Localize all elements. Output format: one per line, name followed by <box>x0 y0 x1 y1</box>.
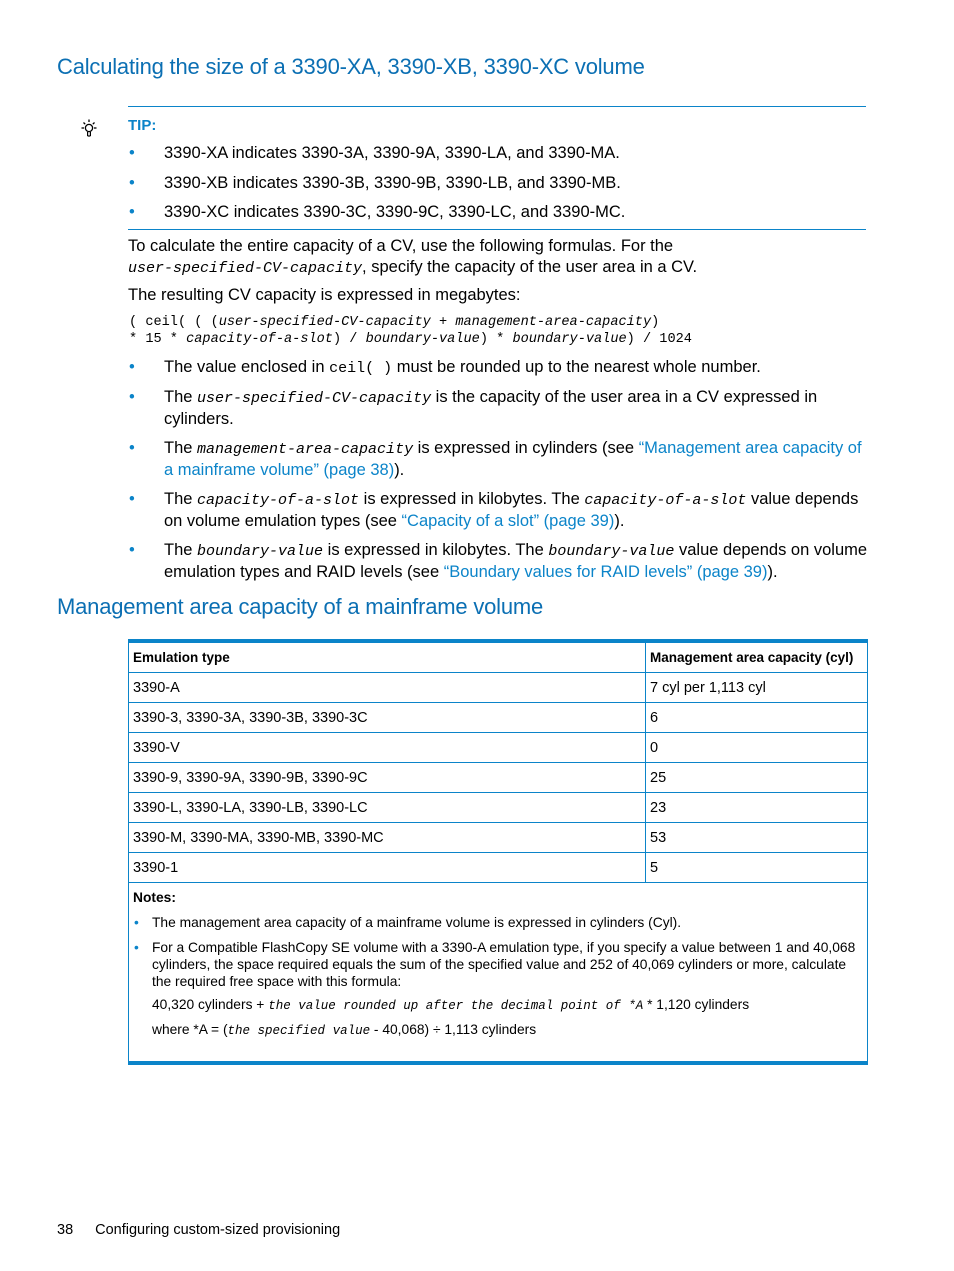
formula-where-clause: where *A = (the specified value - 40,068) ÷ 1,113 cylinders <box>152 1022 537 1038</box>
page-number: 38 <box>57 1222 74 1238</box>
column-header-capacity: Management area capacity (cyl) <box>646 641 868 673</box>
notes-title: Notes: <box>133 890 176 905</box>
tip-item: • 3390-XA indicates 3390-3A, 3390-9A, 3390-LA, and 3390-MA. <box>129 144 620 162</box>
table-row <box>129 793 868 823</box>
table-notes-row <box>129 883 868 1064</box>
table-cell: 5 <box>646 853 868 883</box>
table-cell: 53 <box>646 823 868 853</box>
intro-paragraph: To calculate the entire capacity of a CV, use the following formulas. For the user-specified-CV-capacity, specify the capacity of the user area in a CV. <box>128 237 698 277</box>
table-row <box>129 853 868 883</box>
table-cell: 3390-3, 3390-3A, 3390-3B, 3390-3C <box>129 703 646 733</box>
note-item: • For a Compatible FlashCopy SE volume with a 3390-A emulation type, if you specify a value between 1 and 40,068 cylinders, the space required equals the sum of the specified value and 252 of 40,069 cylinders or more, calculate the required free space with this formula: 40,320 cylinders + the value rounded up after the decimal point of *A * 1,120 cylinders where *A = (the specified value - 40,068) ÷ 1,113 cylinders <box>133 939 859 1040</box>
table-cell: 3390-V <box>129 733 646 763</box>
table-row <box>129 673 868 703</box>
table-row <box>129 733 868 763</box>
table-cell: 3390-1 <box>129 853 646 883</box>
section-title-calculating-size: Calculating the size of a 3390-XA, 3390-XB, 3390-XC volume <box>57 54 645 79</box>
table-header-row <box>129 641 868 673</box>
table-notes <box>129 883 868 1064</box>
tip-item: • 3390-XC indicates 3390-3C, 3390-9C, 3390-LC, and 3390-MC. <box>129 203 626 221</box>
table-cell: 6 <box>646 703 868 733</box>
table-row <box>129 763 868 793</box>
table-cell: 3390-M, 3390-MA, 3390-MB, 3390-MC <box>129 823 646 853</box>
note-item: • The management area capacity of a mainframe volume is expressed in cylinders (Cyl). <box>134 915 682 930</box>
tip-label: TIP: <box>128 117 157 134</box>
list-item: • The capacity-of-a-slot is expressed in kilobytes. The capacity-of-a-slot value depends on volume emulation types (see “Capacity of a slot” (page 39)). <box>129 490 859 530</box>
list-item: • The management-area-capacity is expressed in cylinders (see “Management area capacity of a mainframe volume” (page 38)). <box>129 439 862 479</box>
column-header-emulation-type: Emulation type <box>129 641 646 673</box>
tip-item: • 3390-XB indicates 3390-3B, 3390-9B, 3390-LB, and 3390-MB. <box>129 173 621 192</box>
link-management-area-capacity[interactable]: “Management area capacity of a mainframe volume” (page 38) <box>164 439 862 479</box>
lightbulb-icon <box>80 118 98 140</box>
list-item: • The value enclosed in ceil( ) must be rounded up to the nearest whole number. <box>129 358 761 377</box>
tip-list <box>128 143 866 223</box>
result-text: The resulting CV capacity is expressed in megabytes: <box>128 286 521 304</box>
table-cell: 0 <box>646 733 868 763</box>
table-cell: 7 cyl per 1,113 cyl <box>646 673 868 703</box>
table-cell: 25 <box>646 763 868 793</box>
table-cell: 23 <box>646 793 868 823</box>
link-boundary-values[interactable]: “Boundary values for RAID levels” (page 39) <box>443 563 768 581</box>
tip-box <box>128 106 866 230</box>
chapter-title: Configuring custom-sized provisioning <box>95 1222 341 1238</box>
free-space-formula: 40,320 cylinders + the value rounded up after the decimal point of *A * 1,120 cylinders <box>152 997 750 1013</box>
section-title-management-area: Management area capacity of a mainframe volume <box>57 594 544 619</box>
table-cell: 3390-L, 3390-LA, 3390-LB, 3390-LC <box>129 793 646 823</box>
table-cell: 3390-9, 3390-9A, 3390-9B, 3390-9C <box>129 763 646 793</box>
table-row <box>129 823 868 853</box>
list-item: • The boundary-value is expressed in kilobytes. The boundary-value value depends on volume emulation types and RAID levels (see “Boundary values for RAID levels” (page 39)). <box>129 541 868 581</box>
table-row <box>129 703 868 733</box>
link-capacity-of-a-slot[interactable]: “Capacity of a slot” (page 39) <box>401 512 615 530</box>
table-cell: 3390-A <box>129 673 646 703</box>
management-area-table <box>128 639 868 1065</box>
list-item: • The user-specified-CV-capacity is the capacity of the user area in a CV expressed in cylinders. <box>129 388 818 428</box>
capacity-formula: ( ceil( ( (user-specified-CV-capacity + management-area-capacity) * 15 * capacity-of-a-slot) / boundary-value) * boundary-value) / 1024 <box>129 315 692 347</box>
page-footer <box>57 1222 340 1238</box>
formula-notes-list <box>128 357 868 583</box>
